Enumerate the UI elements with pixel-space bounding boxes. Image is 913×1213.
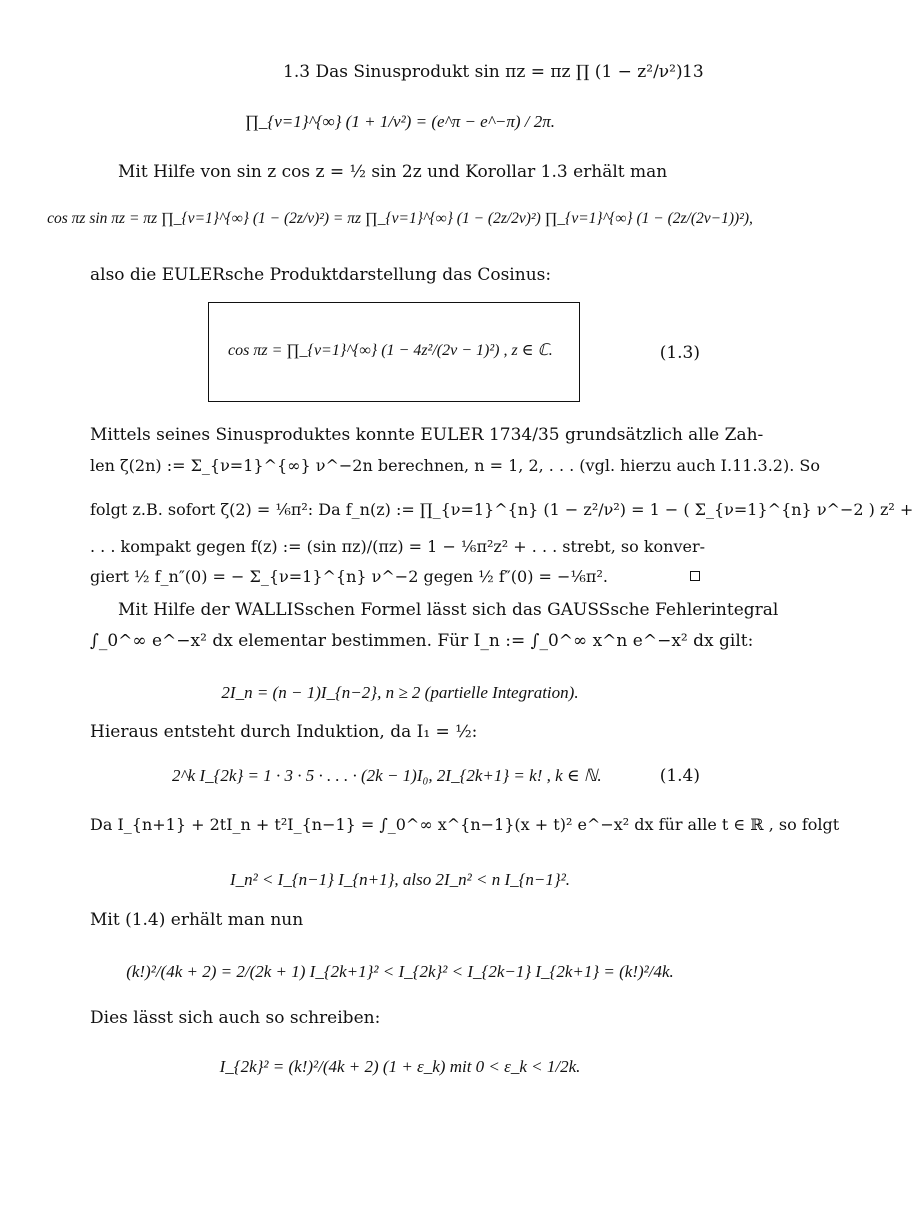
paragraph-mittels-line-1: Mittels seines Sinusproduktes konnte EULER 1734/35 grundsätzlich alle Zah- <box>90 425 764 445</box>
equation-cos-sin: cos πz sin πz = πz ∏_{ν=1}^{∞} (1 − (2z/ν)²) = πz ∏_{ν=1}^{∞} (1 − (2z/2ν)²) ∏_{ν=1}^{∞} (1 − (2z/(2ν−1))²), <box>47 210 753 227</box>
qed-square-icon <box>690 571 700 581</box>
paragraph-mittels-line-5: giert ½ f_n″(0) = − Σ_{ν=1}^{n} ν^−2 gegen ½ f″(0) = −⅙π². <box>90 567 608 586</box>
paragraph-mit-1-4: Mit (1.4) erhält man nun <box>90 910 304 930</box>
paragraph-wallis-line-2: ∫_0^∞ e^−x² dx elementar bestimmen. Für I_n := ∫_0^∞ x^n e^−x² dx gilt: <box>90 631 754 651</box>
paragraph-euler-cos: also die EULERsche Produktdarstellung das Cosinus: <box>90 265 552 285</box>
equation-pi-product: ∏_{ν=1}^{∞} (1 + 1/ν²) = (e^π − e^−π) / 2π. <box>244 112 556 131</box>
paragraph-mittels-line-4: . . . kompakt gegen f(z) := (sin πz)/(πz) = 1 − ⅙π²z² + . . . strebt, so konver- <box>90 537 706 556</box>
equation-chain: (k!)²/(4k + 2) = 2/(2k + 1) I_{2k+1}² < I_{2k}² < I_{2k−1} I_{2k+1} = (k!)²/4k. <box>126 962 674 981</box>
equation-number-1-4: (1.4) <box>659 766 700 786</box>
equation-cos-product: cos πz = ∏_{ν=1}^{∞} (1 − 4z²/(2ν − 1)²) , z ∈ ℂ. <box>228 342 553 359</box>
paragraph-hieraus: Hieraus entsteht durch Induktion, da I₁ = ½: <box>90 722 478 742</box>
paragraph-sincos: Mit Hilfe von sin z cos z = ½ sin 2z und Korollar 1.3 erhält man <box>118 162 668 182</box>
paragraph-mittels-line-3: folgt z.B. sofort ζ(2) = ⅙π²: Da f_n(z) := ∏_{ν=1}^{n} (1 − z²/ν²) = 1 − ( Σ_{ν=1}^{n} ν^−2 ) z² + <box>90 500 913 519</box>
equation-induction: 2^k I_{2k} = 1 · 3 · 5 · . . . · (2k − 1)I₀, 2I_{2k+1} = k! , k ∈ ℕ. <box>172 766 602 785</box>
paragraph-wallis-line-1: Mit Hilfe der WALLISschen Formel lässt sich das GAUSSsche Fehlerintegral <box>118 600 779 620</box>
paragraph-dies: Dies lässt sich auch so schreiben: <box>90 1008 381 1028</box>
running-title: 1.3 Das Sinusprodukt sin πz = πz ∏ (1 − z²/ν²) <box>283 62 683 82</box>
page-number: 13 <box>682 62 704 82</box>
equation-recursion: 2I_n = (n − 1)I_{n−2}, n ≥ 2 (partielle Integration). <box>221 683 579 702</box>
equation-inequality: I_n² < I_{n−1} I_{n+1}, also 2I_n² < n I_{n−1}². <box>229 870 571 889</box>
equation-number-1-3: (1.3) <box>659 343 700 363</box>
paragraph-da: Da I_{n+1} + 2tI_n + t²I_{n−1} = ∫_0^∞ x^{n−1}(x + t)² e^−x² dx für alle t ∈ ℝ , so folgt <box>90 815 840 834</box>
paragraph-mittels-line-2: len ζ(2n) := Σ_{ν=1}^{∞} ν^−2n berechnen, n = 1, 2, . . . (vgl. hierzu auch I.11.3.2). So <box>90 456 820 475</box>
equation-final: I_{2k}² = (k!)²/(4k + 2) (1 + ε_k) mit 0 < ε_k < 1/2k. <box>219 1057 581 1076</box>
